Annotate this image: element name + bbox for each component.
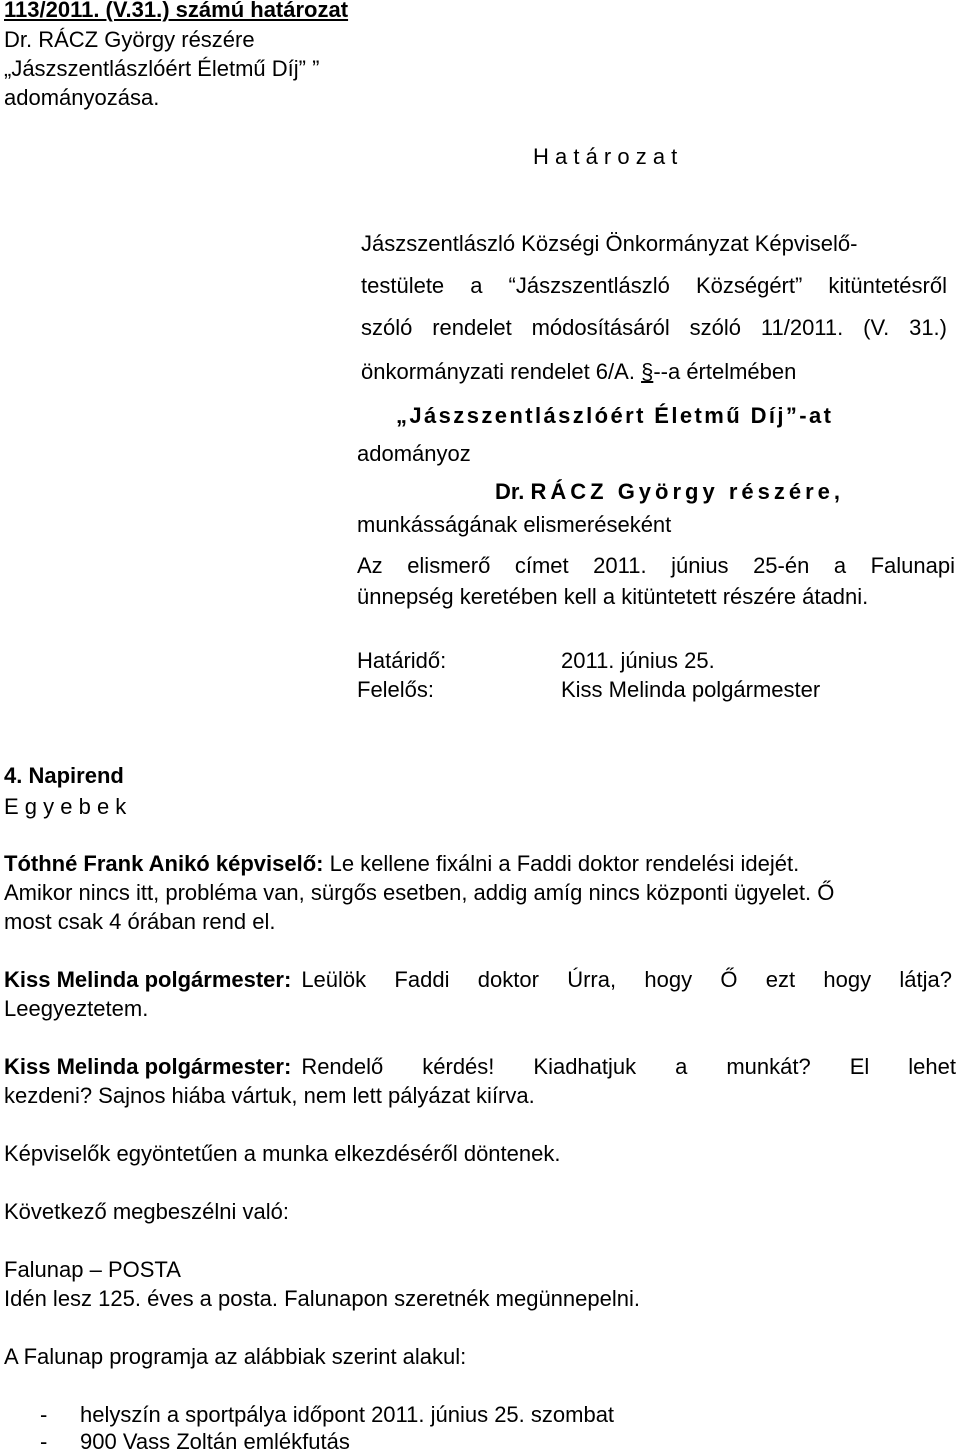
falunap-text: Idén lesz 125. éves a posta. Falunapon szeretnék megünnepelni. <box>4 1286 640 1311</box>
discussion-line <box>4 1053 956 1081</box>
list-item <box>40 1401 614 1429</box>
resolution-body-line <box>361 358 796 386</box>
list-item-text: helyszín a sportpálya időpont 2011. június 25. szombat <box>80 1402 615 1427</box>
next-topic-label: Következő megbeszélni való: <box>4 1199 289 1224</box>
resolution-body-text: Jászszentlászló Községi Önkormányzat Képviselő- <box>361 231 858 256</box>
award-name: „Jászszentlászlóért Életmű Díj”-at <box>396 403 834 428</box>
award-recipient <box>495 478 844 506</box>
resolution-body-text: önkormányzati rendelet 6/A. <box>361 359 635 384</box>
discussion-line: Leegyeztetem. <box>4 996 149 1021</box>
responsible-label: Felelős: <box>357 677 435 702</box>
agenda-number: 4. <box>4 763 23 788</box>
ceremony-line: ünnepség keretében kell a kitüntetett részére átadni. <box>357 584 869 609</box>
section-sign: § <box>641 359 654 384</box>
award-reason: munkásságának elismeréseként <box>357 512 672 537</box>
discussion-line <box>4 850 799 878</box>
resolution-title: H a t á r o z a t <box>533 144 678 169</box>
resolution-body-line: testülete a “Jászszentlászló Községért” kitüntetésről <box>361 273 947 298</box>
discussion-text: Le kellene fixálni a Faddi doktor rendelési idejét. <box>329 851 800 876</box>
resolution-body-line <box>361 230 947 258</box>
resolution-body-text: --a értelmében <box>653 359 797 384</box>
responsible-value: Kiss Melinda polgármester <box>561 677 821 702</box>
program-intro: A Falunap programja az alábbiak szerint alakul: <box>4 1344 467 1369</box>
deadline-label: Határidő: <box>357 648 447 673</box>
discussion-line: kezdeni? Sajnos hiába vártuk, nem lett pályázat kiírva. <box>4 1083 535 1108</box>
list-item-text: 900 Vass Zoltán emlékfutás <box>80 1429 350 1454</box>
responsible-row <box>357 676 820 704</box>
header-award: „Jászszentlászlóért Életmű Díj” ” <box>4 56 320 81</box>
deadline-row <box>357 647 715 675</box>
ceremony-line: Az elismerő címet 2011. június 25-én a Falunapi <box>357 553 955 578</box>
discussion-line: Amikor nincs itt, probléma van, sürgős esetben, addig amíg nincs központi ügyelet. Ő <box>4 880 835 905</box>
recipient-name: RÁCZ György részére, <box>530 479 845 504</box>
discussion-text: Rendelő kérdés! Kiadhatjuk a munkát? El lehet <box>301 1054 956 1079</box>
list-bullet: - <box>40 1429 48 1454</box>
header-recipient: Dr. RÁCZ György részére <box>4 27 255 52</box>
falunap-title: Falunap – POSTA <box>4 1257 181 1282</box>
agenda-heading <box>4 762 124 790</box>
resolution-body-line: szóló rendelet módosításáról szóló 11/2011. (V. 31.) <box>361 315 947 340</box>
speaker-name: Kiss Melinda polgármester: <box>4 967 292 992</box>
deadline-value: 2011. június 25. <box>561 648 715 673</box>
speaker-name: Kiss Melinda polgármester: <box>4 1054 292 1079</box>
award-verb: adományoz <box>357 441 471 466</box>
discussion-text: Leülök Faddi doktor Úrra, hogy Ő ezt hogy látja? <box>301 967 952 992</box>
agenda-label: Napirend <box>28 763 124 788</box>
speaker-name: Tóthné Frank Anikó képviselő: <box>4 851 324 876</box>
recipient-prefix: Dr. <box>495 479 525 504</box>
discussion-line <box>4 966 952 994</box>
header-title: 113/2011. (V.31.) számú határozat <box>4 0 349 22</box>
discussion-line: most csak 4 órában rend el. <box>4 909 276 934</box>
list-item <box>40 1428 350 1456</box>
header-action: adományozása. <box>4 85 160 110</box>
list-bullet: - <box>40 1402 48 1427</box>
decision-text: Képviselők egyöntetűen a munka elkezdéséről döntenek. <box>4 1141 561 1166</box>
agenda-title: E g y e b e k <box>4 794 127 819</box>
